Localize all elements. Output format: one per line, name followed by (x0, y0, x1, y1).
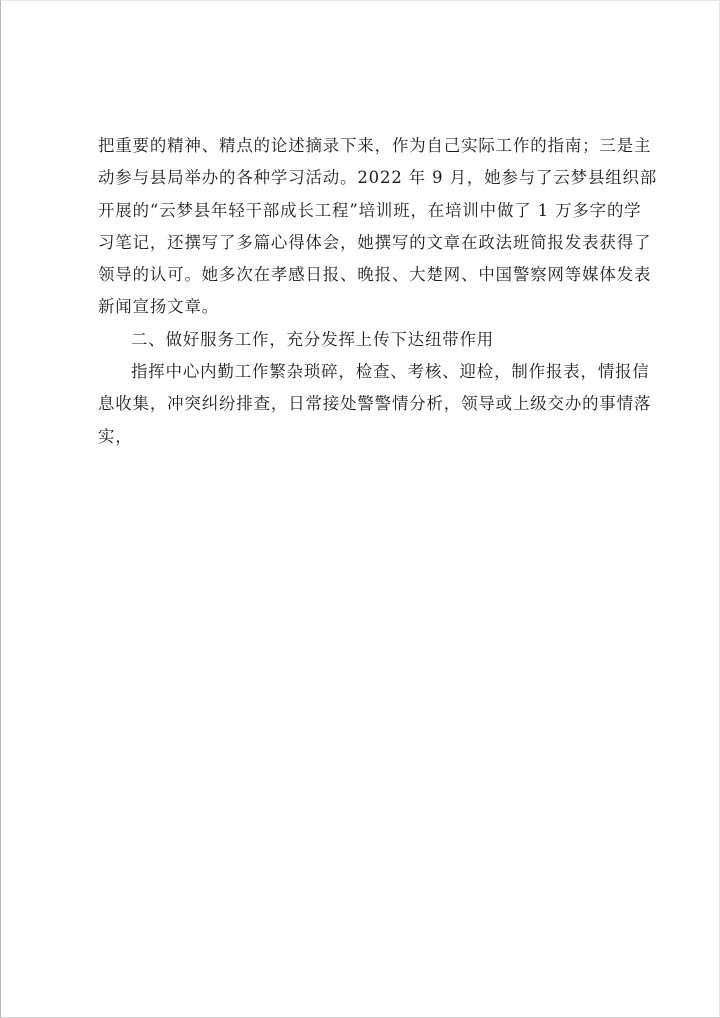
text-line-1: 把重要的精神、精点的论述摘录下来，作为自己实际工作的指南；三是主 (98, 136, 652, 155)
text-line-4: 习笔记，还撰写了多篇心得体会，她撰写的文章在政法班简报发表获得了 (98, 232, 652, 252)
text-line-6: 新闻宣扬文章。 (98, 297, 220, 317)
text-line-10: 实， (98, 426, 133, 446)
text-line-8: 指挥中心内勤工作繁杂琐碎，检查、考核、迎检，制作报表，情报信 (131, 362, 650, 382)
text-line-3: 开展的“云梦县年轻干部成长工程”培训班，在培训中做了 1 万多字的学 (98, 200, 642, 220)
document-body (98, 130, 658, 453)
section-heading: 二、做好服务工作，充分发挥上传下达纽带作用 (131, 329, 495, 349)
text-line-5: 领导的认可。她多次在孝感日报、晚报、大楚网、中国警察网等媒体发表 (98, 265, 652, 285)
text-line-2: 动参与县局举办的各种学习活动。2022 年 9 月，她参与了云梦县组织部 (98, 168, 658, 188)
text-line-9: 息收集，冲突纠纷排查，日常接处警警情分析，领导或上级交办的事情落 (98, 394, 652, 414)
